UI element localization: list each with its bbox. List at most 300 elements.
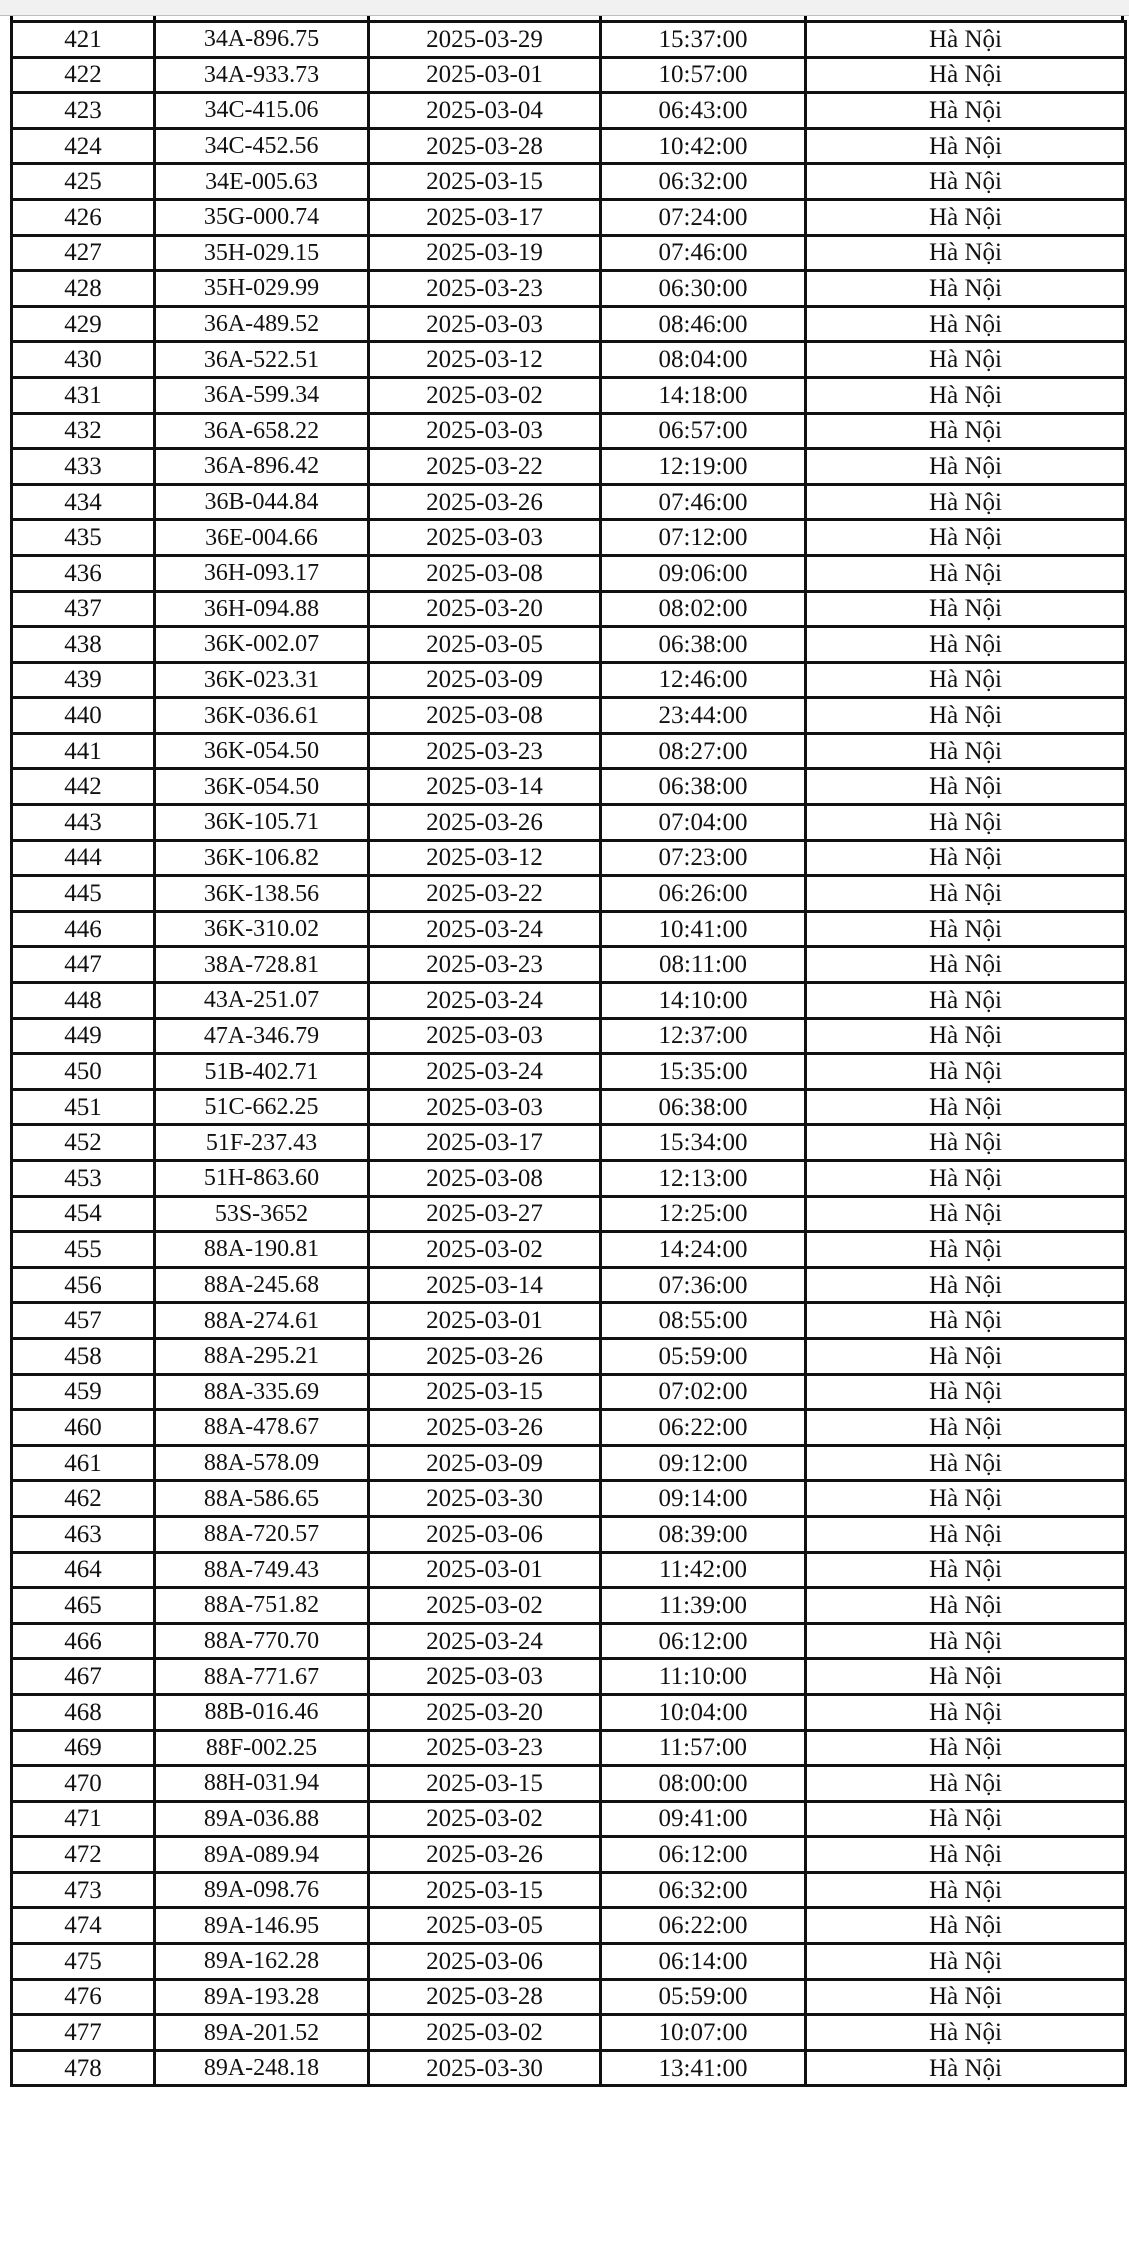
location-cell: Hà Nội bbox=[806, 164, 1126, 200]
date-cell: 2025-03-15 bbox=[369, 1374, 601, 1410]
plate-cell: 36E-004.66 bbox=[155, 520, 369, 556]
location-cell: Hà Nội bbox=[806, 1588, 1126, 1624]
table-row bbox=[12, 306, 1126, 342]
table-row bbox=[12, 271, 1126, 307]
plate-cell: 89A-089.94 bbox=[155, 1837, 369, 1873]
row-number-cell: 447 bbox=[12, 947, 155, 983]
row-number-cell: 434 bbox=[12, 484, 155, 520]
row-number-cell: 432 bbox=[12, 413, 155, 449]
table-row bbox=[12, 199, 1126, 235]
date-cell: 2025-03-22 bbox=[369, 449, 601, 485]
location-cell: Hà Nội bbox=[806, 235, 1126, 271]
location-cell: Hà Nội bbox=[806, 1161, 1126, 1197]
location-cell: Hà Nội bbox=[806, 1410, 1126, 1446]
table-row bbox=[12, 1908, 1126, 1944]
time-cell: 08:04:00 bbox=[601, 342, 806, 378]
date-cell: 2025-03-15 bbox=[369, 1766, 601, 1802]
location-cell: Hà Nội bbox=[806, 627, 1126, 663]
plate-cell: 34C-452.56 bbox=[155, 128, 369, 164]
plate-cell: 38A-728.81 bbox=[155, 947, 369, 983]
date-cell: 2025-03-23 bbox=[369, 733, 601, 769]
date-cell: 2025-03-03 bbox=[369, 1659, 601, 1695]
time-cell: 11:39:00 bbox=[601, 1588, 806, 1624]
row-number-cell: 430 bbox=[12, 342, 155, 378]
location-cell: Hà Nội bbox=[806, 1232, 1126, 1268]
plate-cell: 89A-248.18 bbox=[155, 2050, 369, 2086]
violations-table bbox=[10, 20, 1127, 2087]
table-continuation-edge bbox=[10, 16, 1124, 20]
plate-cell: 36H-093.17 bbox=[155, 555, 369, 591]
time-cell: 12:19:00 bbox=[601, 449, 806, 485]
location-cell: Hà Nội bbox=[806, 698, 1126, 734]
time-cell: 15:35:00 bbox=[601, 1054, 806, 1090]
location-cell: Hà Nội bbox=[806, 1018, 1126, 1054]
date-cell: 2025-03-20 bbox=[369, 591, 601, 627]
row-number-cell: 465 bbox=[12, 1588, 155, 1624]
table-row bbox=[12, 1445, 1126, 1481]
location-cell: Hà Nội bbox=[806, 1766, 1126, 1802]
table-row bbox=[12, 1089, 1126, 1125]
table-row bbox=[12, 22, 1126, 58]
table-row bbox=[12, 57, 1126, 93]
location-cell: Hà Nội bbox=[806, 1445, 1126, 1481]
location-cell: Hà Nội bbox=[806, 805, 1126, 841]
date-cell: 2025-03-23 bbox=[369, 947, 601, 983]
time-cell: 08:46:00 bbox=[601, 306, 806, 342]
table-row bbox=[12, 1694, 1126, 1730]
table-row bbox=[12, 876, 1126, 912]
plate-cell: 88H-031.94 bbox=[155, 1766, 369, 1802]
plate-cell: 53S-3652 bbox=[155, 1196, 369, 1232]
row-number-cell: 444 bbox=[12, 840, 155, 876]
plate-cell: 51C-662.25 bbox=[155, 1089, 369, 1125]
plate-cell: 89A-146.95 bbox=[155, 1908, 369, 1944]
table-row bbox=[12, 93, 1126, 129]
table-row bbox=[12, 769, 1126, 805]
time-cell: 06:12:00 bbox=[601, 1623, 806, 1659]
time-cell: 07:02:00 bbox=[601, 1374, 806, 1410]
plate-cell: 36A-522.51 bbox=[155, 342, 369, 378]
time-cell: 07:46:00 bbox=[601, 484, 806, 520]
date-cell: 2025-03-28 bbox=[369, 1979, 601, 2015]
time-cell: 06:32:00 bbox=[601, 164, 806, 200]
plate-cell: 88A-771.67 bbox=[155, 1659, 369, 1695]
date-cell: 2025-03-26 bbox=[369, 1410, 601, 1446]
time-cell: 06:14:00 bbox=[601, 1944, 806, 1980]
table-row bbox=[12, 377, 1126, 413]
viewer-top-bar bbox=[0, 0, 1129, 16]
plate-cell: 43A-251.07 bbox=[155, 983, 369, 1019]
location-cell: Hà Nội bbox=[806, 1694, 1126, 1730]
location-cell: Hà Nội bbox=[806, 413, 1126, 449]
row-number-cell: 442 bbox=[12, 769, 155, 805]
plate-cell: 88A-586.65 bbox=[155, 1481, 369, 1517]
location-cell: Hà Nội bbox=[806, 342, 1126, 378]
time-cell: 08:02:00 bbox=[601, 591, 806, 627]
row-number-cell: 459 bbox=[12, 1374, 155, 1410]
location-cell: Hà Nội bbox=[806, 449, 1126, 485]
table-row bbox=[12, 840, 1126, 876]
row-number-cell: 423 bbox=[12, 93, 155, 129]
date-cell: 2025-03-09 bbox=[369, 662, 601, 698]
row-number-cell: 433 bbox=[12, 449, 155, 485]
row-number-cell: 469 bbox=[12, 1730, 155, 1766]
row-number-cell: 436 bbox=[12, 555, 155, 591]
plate-cell: 36A-658.22 bbox=[155, 413, 369, 449]
plate-cell: 88A-478.67 bbox=[155, 1410, 369, 1446]
date-cell: 2025-03-19 bbox=[369, 235, 601, 271]
time-cell: 06:38:00 bbox=[601, 627, 806, 663]
date-cell: 2025-03-14 bbox=[369, 1267, 601, 1303]
table-row bbox=[12, 1872, 1126, 1908]
table-row bbox=[12, 1837, 1126, 1873]
time-cell: 14:24:00 bbox=[601, 1232, 806, 1268]
location-cell: Hà Nội bbox=[806, 57, 1126, 93]
table-row bbox=[12, 1161, 1126, 1197]
location-cell: Hà Nội bbox=[806, 1908, 1126, 1944]
plate-cell: 34A-896.75 bbox=[155, 22, 369, 58]
time-cell: 09:06:00 bbox=[601, 555, 806, 591]
table-row bbox=[12, 1481, 1126, 1517]
time-cell: 23:44:00 bbox=[601, 698, 806, 734]
table-row bbox=[12, 1944, 1126, 1980]
date-cell: 2025-03-22 bbox=[369, 876, 601, 912]
date-cell: 2025-03-26 bbox=[369, 805, 601, 841]
row-number-cell: 439 bbox=[12, 662, 155, 698]
row-number-cell: 467 bbox=[12, 1659, 155, 1695]
time-cell: 12:25:00 bbox=[601, 1196, 806, 1232]
location-cell: Hà Nội bbox=[806, 1303, 1126, 1339]
date-cell: 2025-03-08 bbox=[369, 698, 601, 734]
time-cell: 06:30:00 bbox=[601, 271, 806, 307]
date-cell: 2025-03-02 bbox=[369, 1588, 601, 1624]
plate-cell: 88A-274.61 bbox=[155, 1303, 369, 1339]
location-cell: Hà Nội bbox=[806, 271, 1126, 307]
date-cell: 2025-03-04 bbox=[369, 93, 601, 129]
location-cell: Hà Nội bbox=[806, 1623, 1126, 1659]
time-cell: 09:41:00 bbox=[601, 1801, 806, 1837]
table-row bbox=[12, 2015, 1126, 2051]
row-number-cell: 440 bbox=[12, 698, 155, 734]
location-cell: Hà Nội bbox=[806, 2015, 1126, 2051]
table-row bbox=[12, 1552, 1126, 1588]
row-number-cell: 445 bbox=[12, 876, 155, 912]
plate-cell: 36A-599.34 bbox=[155, 377, 369, 413]
date-cell: 2025-03-26 bbox=[369, 1338, 601, 1374]
table-row bbox=[12, 128, 1126, 164]
date-cell: 2025-03-24 bbox=[369, 911, 601, 947]
table-row bbox=[12, 164, 1126, 200]
row-number-cell: 471 bbox=[12, 1801, 155, 1837]
row-number-cell: 457 bbox=[12, 1303, 155, 1339]
table-row bbox=[12, 1374, 1126, 1410]
date-cell: 2025-03-27 bbox=[369, 1196, 601, 1232]
time-cell: 07:24:00 bbox=[601, 199, 806, 235]
plate-cell: 35H-029.15 bbox=[155, 235, 369, 271]
location-cell: Hà Nội bbox=[806, 306, 1126, 342]
time-cell: 08:55:00 bbox=[601, 1303, 806, 1339]
plate-cell: 36K-036.61 bbox=[155, 698, 369, 734]
date-cell: 2025-03-26 bbox=[369, 1837, 601, 1873]
row-number-cell: 478 bbox=[12, 2050, 155, 2086]
plate-cell: 36B-044.84 bbox=[155, 484, 369, 520]
table-row bbox=[12, 591, 1126, 627]
location-cell: Hà Nội bbox=[806, 1516, 1126, 1552]
table-row bbox=[12, 733, 1126, 769]
location-cell: Hà Nội bbox=[806, 1196, 1126, 1232]
plate-cell: 88A-720.57 bbox=[155, 1516, 369, 1552]
time-cell: 08:00:00 bbox=[601, 1766, 806, 1802]
location-cell: Hà Nội bbox=[806, 1801, 1126, 1837]
table-row bbox=[12, 627, 1126, 663]
table-row bbox=[12, 805, 1126, 841]
date-cell: 2025-03-12 bbox=[369, 840, 601, 876]
location-cell: Hà Nội bbox=[806, 1338, 1126, 1374]
table-row bbox=[12, 1979, 1126, 2015]
time-cell: 07:04:00 bbox=[601, 805, 806, 841]
location-cell: Hà Nội bbox=[806, 1089, 1126, 1125]
table-row bbox=[12, 1410, 1126, 1446]
date-cell: 2025-03-02 bbox=[369, 1801, 601, 1837]
location-cell: Hà Nội bbox=[806, 520, 1126, 556]
time-cell: 10:41:00 bbox=[601, 911, 806, 947]
date-cell: 2025-03-09 bbox=[369, 1445, 601, 1481]
table-row bbox=[12, 1801, 1126, 1837]
time-cell: 07:23:00 bbox=[601, 840, 806, 876]
row-number-cell: 464 bbox=[12, 1552, 155, 1588]
location-cell: Hà Nội bbox=[806, 1837, 1126, 1873]
location-cell: Hà Nội bbox=[806, 128, 1126, 164]
plate-cell: 88A-749.43 bbox=[155, 1552, 369, 1588]
location-cell: Hà Nội bbox=[806, 1944, 1126, 1980]
date-cell: 2025-03-06 bbox=[369, 1944, 601, 1980]
table-row bbox=[12, 1125, 1126, 1161]
plate-cell: 88A-190.81 bbox=[155, 1232, 369, 1268]
row-number-cell: 429 bbox=[12, 306, 155, 342]
row-number-cell: 456 bbox=[12, 1267, 155, 1303]
time-cell: 12:13:00 bbox=[601, 1161, 806, 1197]
table-row bbox=[12, 1054, 1126, 1090]
row-number-cell: 428 bbox=[12, 271, 155, 307]
plate-cell: 36H-094.88 bbox=[155, 591, 369, 627]
date-cell: 2025-03-23 bbox=[369, 1730, 601, 1766]
plate-cell: 36K-105.71 bbox=[155, 805, 369, 841]
location-cell: Hà Nội bbox=[806, 840, 1126, 876]
location-cell: Hà Nội bbox=[806, 93, 1126, 129]
row-number-cell: 460 bbox=[12, 1410, 155, 1446]
row-number-cell: 421 bbox=[12, 22, 155, 58]
table-row bbox=[12, 1232, 1126, 1268]
table-row bbox=[12, 1338, 1126, 1374]
plate-cell: 36K-106.82 bbox=[155, 840, 369, 876]
row-number-cell: 422 bbox=[12, 57, 155, 93]
row-number-cell: 441 bbox=[12, 733, 155, 769]
plate-cell: 88A-770.70 bbox=[155, 1623, 369, 1659]
time-cell: 06:38:00 bbox=[601, 769, 806, 805]
time-cell: 11:42:00 bbox=[601, 1552, 806, 1588]
time-cell: 06:26:00 bbox=[601, 876, 806, 912]
date-cell: 2025-03-03 bbox=[369, 1089, 601, 1125]
violations-table-container bbox=[10, 16, 1124, 2087]
plate-cell: 35G-000.74 bbox=[155, 199, 369, 235]
time-cell: 15:37:00 bbox=[601, 22, 806, 58]
date-cell: 2025-03-01 bbox=[369, 57, 601, 93]
row-number-cell: 446 bbox=[12, 911, 155, 947]
row-number-cell: 455 bbox=[12, 1232, 155, 1268]
plate-cell: 88A-578.09 bbox=[155, 1445, 369, 1481]
plate-cell: 89A-162.28 bbox=[155, 1944, 369, 1980]
location-cell: Hà Nội bbox=[806, 911, 1126, 947]
row-number-cell: 474 bbox=[12, 1908, 155, 1944]
time-cell: 05:59:00 bbox=[601, 1338, 806, 1374]
row-number-cell: 438 bbox=[12, 627, 155, 663]
location-cell: Hà Nội bbox=[806, 555, 1126, 591]
date-cell: 2025-03-01 bbox=[369, 1303, 601, 1339]
table-row bbox=[12, 1588, 1126, 1624]
row-number-cell: 450 bbox=[12, 1054, 155, 1090]
row-number-cell: 470 bbox=[12, 1766, 155, 1802]
location-cell: Hà Nội bbox=[806, 2050, 1126, 2086]
date-cell: 2025-03-01 bbox=[369, 1552, 601, 1588]
plate-cell: 89A-201.52 bbox=[155, 2015, 369, 2051]
location-cell: Hà Nội bbox=[806, 1872, 1126, 1908]
time-cell: 07:36:00 bbox=[601, 1267, 806, 1303]
time-cell: 05:59:00 bbox=[601, 1979, 806, 2015]
date-cell: 2025-03-08 bbox=[369, 555, 601, 591]
plate-cell: 51H-863.60 bbox=[155, 1161, 369, 1197]
location-cell: Hà Nội bbox=[806, 199, 1126, 235]
location-cell: Hà Nội bbox=[806, 1267, 1126, 1303]
table-row bbox=[12, 911, 1126, 947]
plate-cell: 36A-489.52 bbox=[155, 306, 369, 342]
row-number-cell: 461 bbox=[12, 1445, 155, 1481]
plate-cell: 36A-896.42 bbox=[155, 449, 369, 485]
row-number-cell: 468 bbox=[12, 1694, 155, 1730]
row-number-cell: 462 bbox=[12, 1481, 155, 1517]
row-number-cell: 477 bbox=[12, 2015, 155, 2051]
date-cell: 2025-03-29 bbox=[369, 22, 601, 58]
plate-cell: 51B-402.71 bbox=[155, 1054, 369, 1090]
date-cell: 2025-03-24 bbox=[369, 1054, 601, 1090]
time-cell: 06:43:00 bbox=[601, 93, 806, 129]
table-row bbox=[12, 947, 1126, 983]
row-number-cell: 476 bbox=[12, 1979, 155, 2015]
row-number-cell: 473 bbox=[12, 1872, 155, 1908]
location-cell: Hà Nội bbox=[806, 377, 1126, 413]
date-cell: 2025-03-03 bbox=[369, 306, 601, 342]
row-number-cell: 425 bbox=[12, 164, 155, 200]
table-row bbox=[12, 1659, 1126, 1695]
location-cell: Hà Nội bbox=[806, 1125, 1126, 1161]
plate-cell: 89A-036.88 bbox=[155, 1801, 369, 1837]
plate-cell: 36K-138.56 bbox=[155, 876, 369, 912]
time-cell: 08:11:00 bbox=[601, 947, 806, 983]
time-cell: 08:39:00 bbox=[601, 1516, 806, 1552]
location-cell: Hà Nội bbox=[806, 1730, 1126, 1766]
table-row bbox=[12, 1303, 1126, 1339]
table-row bbox=[12, 1516, 1126, 1552]
location-cell: Hà Nội bbox=[806, 769, 1126, 805]
time-cell: 07:12:00 bbox=[601, 520, 806, 556]
plate-cell: 36K-310.02 bbox=[155, 911, 369, 947]
time-cell: 06:22:00 bbox=[601, 1908, 806, 1944]
time-cell: 09:12:00 bbox=[601, 1445, 806, 1481]
date-cell: 2025-03-30 bbox=[369, 2050, 601, 2086]
plate-cell: 36K-023.31 bbox=[155, 662, 369, 698]
row-number-cell: 426 bbox=[12, 199, 155, 235]
plate-cell: 88A-245.68 bbox=[155, 1267, 369, 1303]
table-row bbox=[12, 1730, 1126, 1766]
date-cell: 2025-03-28 bbox=[369, 128, 601, 164]
time-cell: 13:41:00 bbox=[601, 2050, 806, 2086]
plate-cell: 88A-751.82 bbox=[155, 1588, 369, 1624]
date-cell: 2025-03-03 bbox=[369, 520, 601, 556]
plate-cell: 36K-054.50 bbox=[155, 733, 369, 769]
date-cell: 2025-03-20 bbox=[369, 1694, 601, 1730]
date-cell: 2025-03-17 bbox=[369, 199, 601, 235]
time-cell: 10:04:00 bbox=[601, 1694, 806, 1730]
date-cell: 2025-03-26 bbox=[369, 484, 601, 520]
time-cell: 14:10:00 bbox=[601, 983, 806, 1019]
location-cell: Hà Nội bbox=[806, 1979, 1126, 2015]
time-cell: 11:10:00 bbox=[601, 1659, 806, 1695]
time-cell: 14:18:00 bbox=[601, 377, 806, 413]
location-cell: Hà Nội bbox=[806, 983, 1126, 1019]
plate-cell: 88A-335.69 bbox=[155, 1374, 369, 1410]
location-cell: Hà Nội bbox=[806, 947, 1126, 983]
row-number-cell: 424 bbox=[12, 128, 155, 164]
table-row bbox=[12, 520, 1126, 556]
plate-cell: 34E-005.63 bbox=[155, 164, 369, 200]
date-cell: 2025-03-24 bbox=[369, 1623, 601, 1659]
time-cell: 11:57:00 bbox=[601, 1730, 806, 1766]
plate-cell: 36K-054.50 bbox=[155, 769, 369, 805]
date-cell: 2025-03-30 bbox=[369, 1481, 601, 1517]
table-row bbox=[12, 1766, 1126, 1802]
plate-cell: 88F-002.25 bbox=[155, 1730, 369, 1766]
time-cell: 15:34:00 bbox=[601, 1125, 806, 1161]
time-cell: 06:32:00 bbox=[601, 1872, 806, 1908]
row-number-cell: 451 bbox=[12, 1089, 155, 1125]
location-cell: Hà Nội bbox=[806, 1552, 1126, 1588]
date-cell: 2025-03-02 bbox=[369, 2015, 601, 2051]
row-number-cell: 463 bbox=[12, 1516, 155, 1552]
table-row bbox=[12, 235, 1126, 271]
date-cell: 2025-03-14 bbox=[369, 769, 601, 805]
time-cell: 10:42:00 bbox=[601, 128, 806, 164]
date-cell: 2025-03-15 bbox=[369, 1872, 601, 1908]
row-number-cell: 475 bbox=[12, 1944, 155, 1980]
time-cell: 06:12:00 bbox=[601, 1837, 806, 1873]
date-cell: 2025-03-03 bbox=[369, 413, 601, 449]
row-number-cell: 458 bbox=[12, 1338, 155, 1374]
date-cell: 2025-03-02 bbox=[369, 1232, 601, 1268]
row-number-cell: 431 bbox=[12, 377, 155, 413]
date-cell: 2025-03-12 bbox=[369, 342, 601, 378]
date-cell: 2025-03-08 bbox=[369, 1161, 601, 1197]
time-cell: 06:57:00 bbox=[601, 413, 806, 449]
row-number-cell: 454 bbox=[12, 1196, 155, 1232]
time-cell: 07:46:00 bbox=[601, 235, 806, 271]
table-row bbox=[12, 413, 1126, 449]
date-cell: 2025-03-06 bbox=[369, 1516, 601, 1552]
row-number-cell: 435 bbox=[12, 520, 155, 556]
table-row bbox=[12, 1267, 1126, 1303]
row-number-cell: 449 bbox=[12, 1018, 155, 1054]
time-cell: 12:37:00 bbox=[601, 1018, 806, 1054]
location-cell: Hà Nội bbox=[806, 484, 1126, 520]
table-row bbox=[12, 342, 1126, 378]
